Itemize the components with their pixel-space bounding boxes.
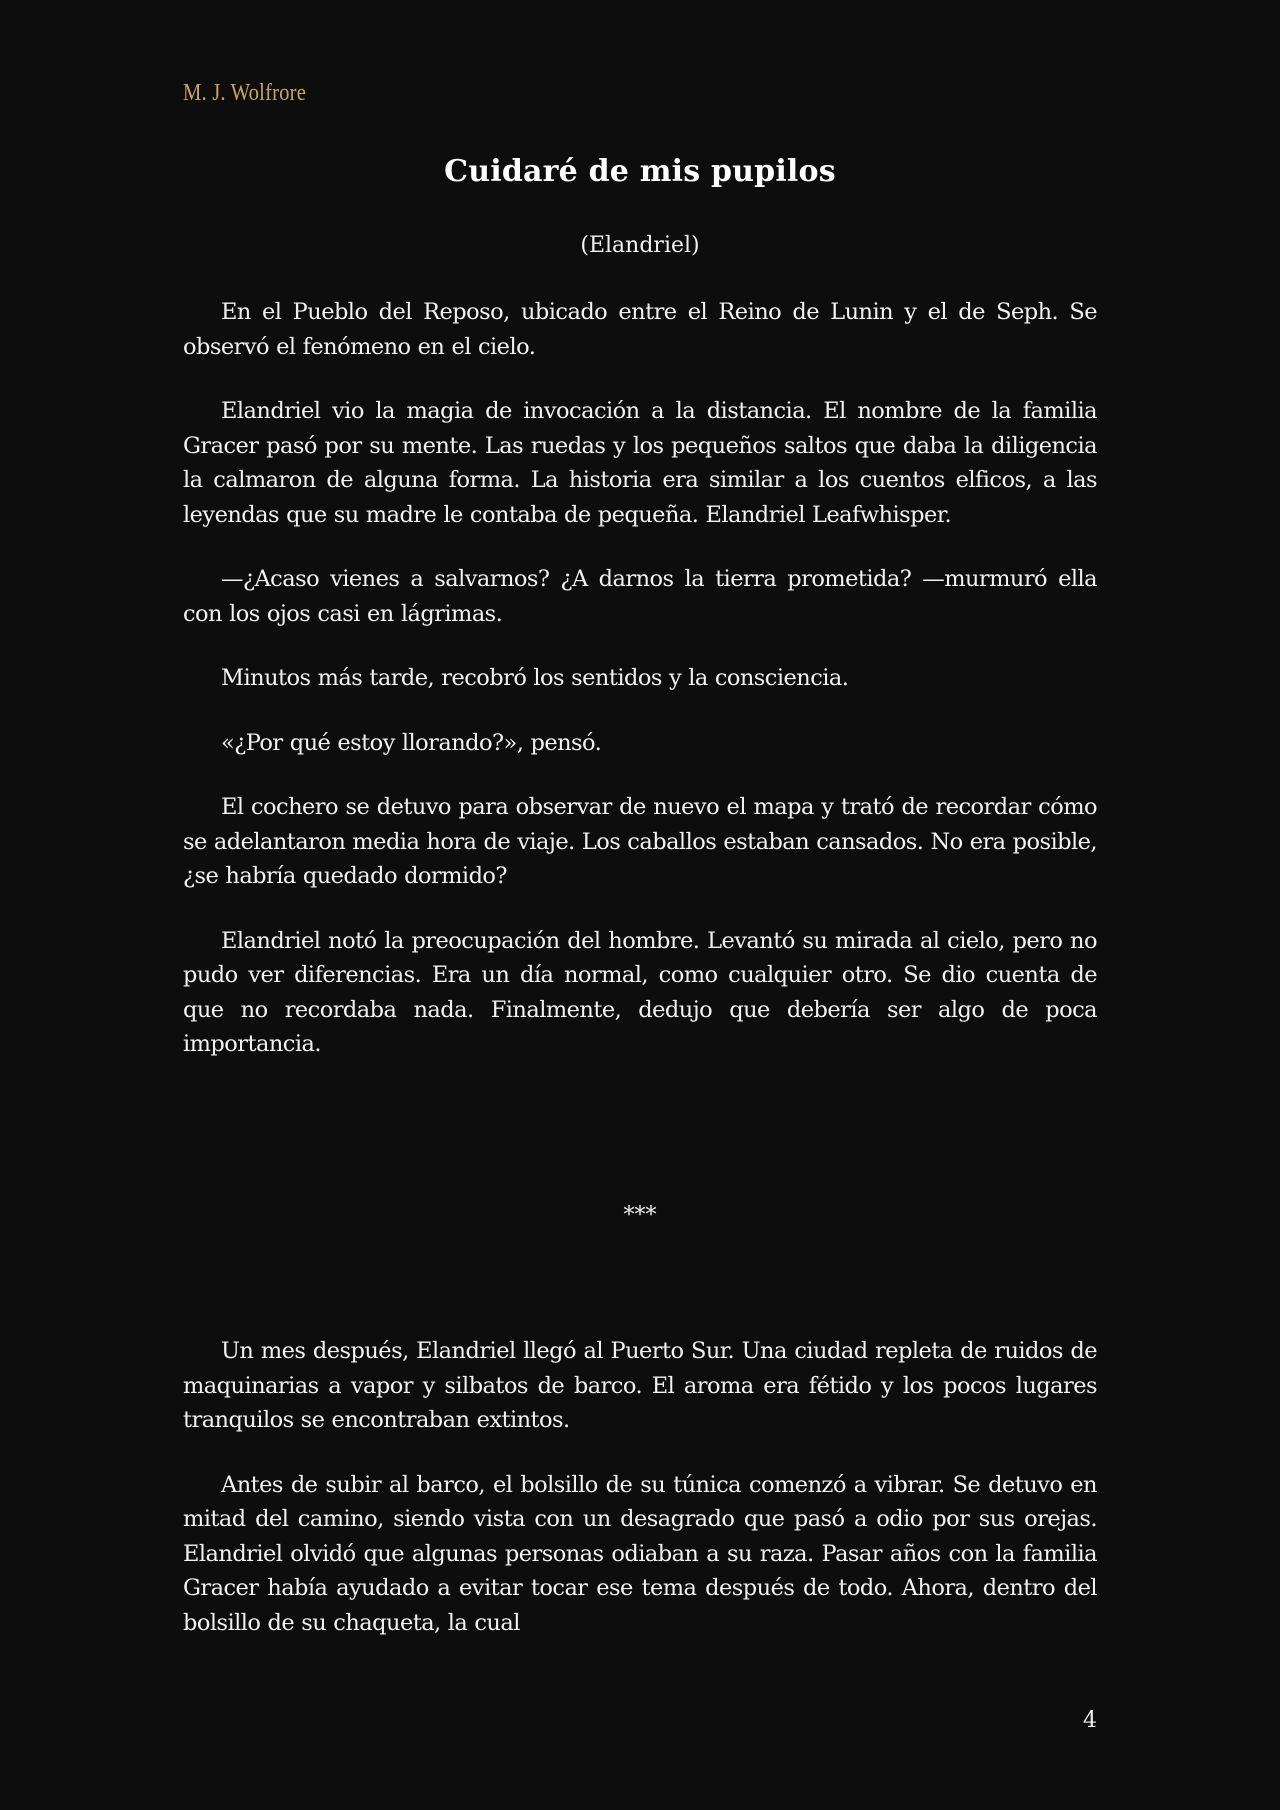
paragraph: Un mes después, Elandriel llegó al Puerto Sur. Una ciudad repleta de ruidos de maquinarias a vapor y silbatos de barco. El aroma era fétido y los pocos lugares tranquilos se encontraban extintos.	[183, 1338, 1097, 1433]
chapter-title: Cuidaré de mis pupilos	[444, 154, 836, 189]
chapter-subtitle: (Elandriel)	[580, 233, 700, 258]
scene-break: ***	[623, 1203, 657, 1228]
paragraph: Minutos más tarde, recobró los sentidos y la consciencia.	[221, 665, 849, 691]
running-header-author: M. J. Wolfrore	[183, 80, 307, 106]
paragraph: El cochero se detuvo para observar de nuevo el mapa y trató de recordar cómo se adelantaron media hora de viaje. Los caballos estaban cansados. No era posible, ¿se habría quedado dormido?	[183, 794, 1097, 889]
section-2-text	[183, 1334, 1097, 1640]
section-1-text	[183, 295, 1097, 1062]
paragraph: —¿Acaso vienes a salvarnos? ¿A darnos la tierra prometida? —murmuró ella con los ojos casi en lágrimas.	[183, 566, 1097, 627]
paragraph: Antes de subir al barco, el bolsillo de su túnica comenzó a vibrar. Se detuvo en mitad del camino, siendo vista con un desagrado que pasó a odio por sus orejas. Elandriel olvidó que algunas personas odiaban a su raza. Pasar años con la familia Gracer había ayudado a evitar tocar ese tema después de todo. Ahora, dentro del bolsillo de su chaqueta, la cual	[183, 1471, 1097, 1636]
paragraph: «¿Por qué estoy llorando?», pensó.	[221, 729, 602, 756]
page-number: 4	[1083, 1708, 1097, 1733]
paragraph: En el Pueblo del Reposo, ubicado entre el Reino de Lunin y el de Seph. Se observó el fenómeno en el cielo.	[183, 299, 1097, 360]
paragraph: Elandriel notó la preocupación del hombre. Levantó su mirada al cielo, pero no pudo ver diferencias. Era un día normal, como cualquier otro. Se dio cuenta de que no recordaba nada. Finalmente, dedujo que debería ser algo de poca importancia.	[183, 927, 1097, 1057]
paragraph: Elandriel vio la magia de invocación a la distancia. El nombre de la familia Gracer pasó por su mente. Las ruedas y los pequeños saltos que daba la diligencia la calmaron de alguna forma. La historia era similar a los cuentos elficos, a las leyendas que su madre le contaba de pequeña. Elandriel Leafwhisper.	[183, 398, 1097, 528]
book-page	[183, 0, 1097, 1810]
